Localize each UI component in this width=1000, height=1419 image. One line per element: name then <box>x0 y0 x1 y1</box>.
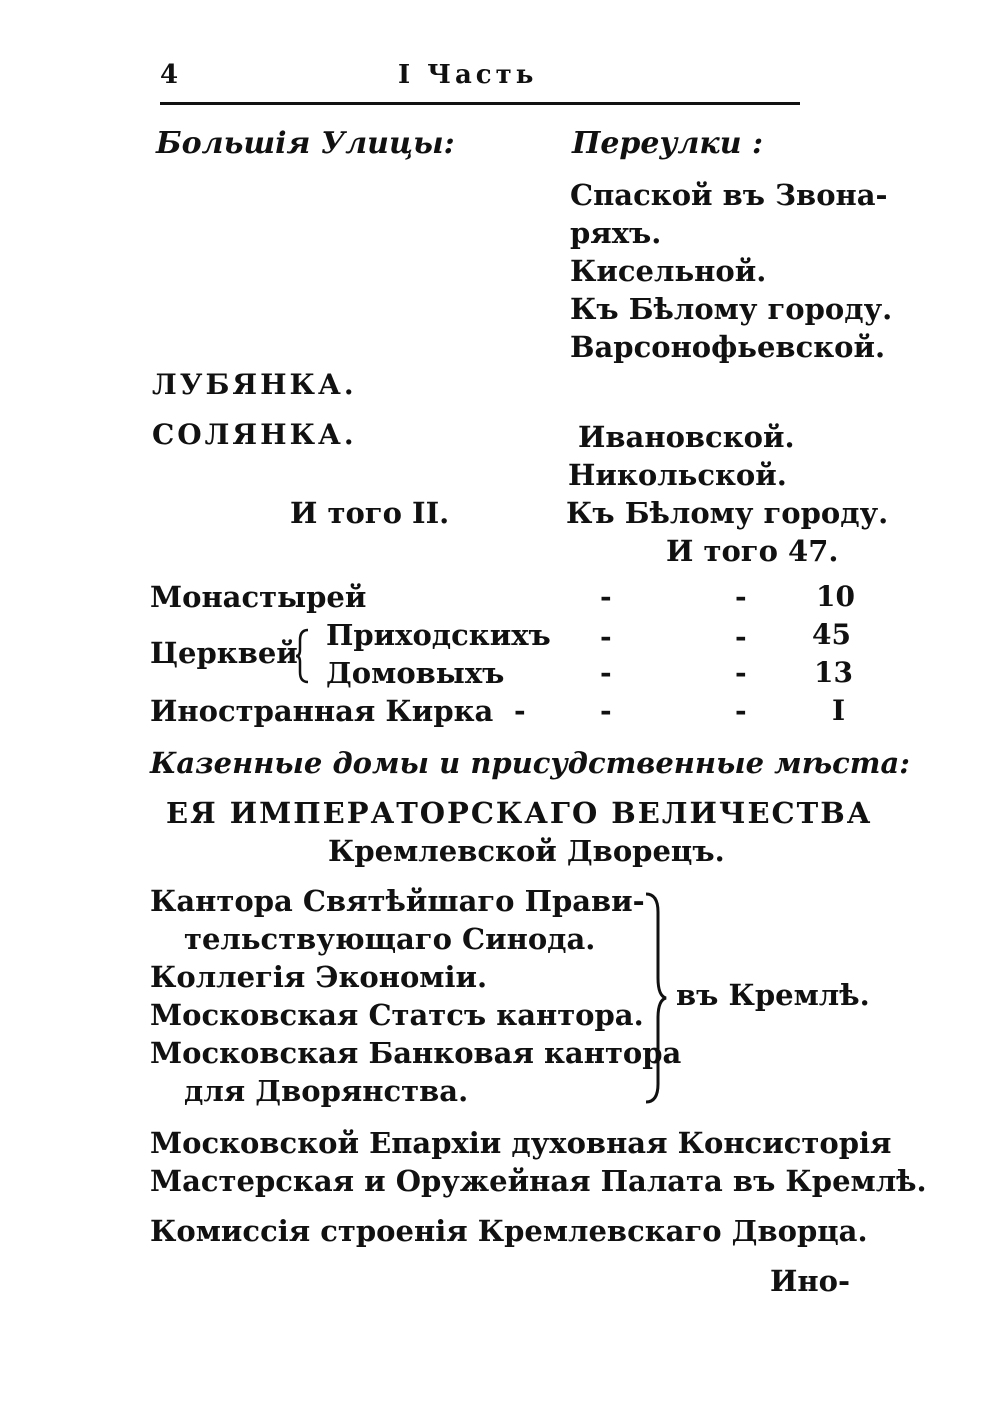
kremlin-item: тельствующаго Синода. <box>184 922 596 956</box>
dash: - <box>600 580 612 613</box>
lane-item: ряхъ. <box>570 216 662 250</box>
page-number: 4 <box>160 60 183 90</box>
dash: - <box>735 656 747 689</box>
majesty-line: ЕЯ ИМПЕРАТОРСКАГО ВЕЛИЧЕСТВА <box>166 796 873 830</box>
house-count: 13 <box>814 656 853 689</box>
kremlin-item: Кантора Святѣйшаго Прави- <box>150 884 645 918</box>
lanes-total: И того 47. <box>666 534 839 568</box>
churches-brace <box>294 626 314 686</box>
lane-item: Кисельной. <box>570 254 767 288</box>
lane-item: Спаской въ Звона- <box>570 178 888 212</box>
dash: - <box>600 656 612 689</box>
kremlin-item: Московская Статсъ кантора. <box>150 998 644 1032</box>
bottom-line: Московской Епархіи духовная Консисторія <box>150 1126 892 1160</box>
dash: - <box>735 580 747 613</box>
kremlin-item: Коллегія Экономіи. <box>150 960 488 994</box>
monasteries-label: Монастырей <box>150 580 367 614</box>
dash: - <box>600 620 612 653</box>
street-item: ЛУБЯНКА. <box>152 368 357 401</box>
catchword: Ино- <box>770 1264 851 1298</box>
header-rule <box>160 102 800 105</box>
dash: - <box>514 694 526 727</box>
kirk-count: I <box>832 694 846 727</box>
streets-total: И того II. <box>290 496 450 530</box>
churches-label: Церквей <box>150 636 298 670</box>
kremlin-label: въ Кремлѣ. <box>676 978 870 1012</box>
lane-item: Къ Бѣлому городу. <box>566 496 889 530</box>
kremlin-item: Московская Банковая кантора <box>150 1036 682 1070</box>
kremlin-brace <box>640 888 670 1108</box>
lane-item: Варсонофьевской. <box>570 330 886 364</box>
section-heading: Казенные домы и присудственные мѣста: <box>150 746 910 780</box>
lane-item: Никольской. <box>568 458 787 492</box>
streets-heading: Большія Улицы: <box>156 126 455 161</box>
house-label: Домовыхъ <box>326 656 505 690</box>
dash: - <box>735 620 747 653</box>
parish-label: Приходскихъ <box>326 618 551 652</box>
lane-item: Ивановской. <box>578 420 795 454</box>
running-title: I Часть <box>398 60 538 90</box>
street-item: СОЛЯНКА. <box>152 418 357 451</box>
lanes-heading: Переулки : <box>572 126 764 161</box>
palace-line: Кремлевской Дворецъ. <box>328 834 725 868</box>
dash: - <box>600 694 612 727</box>
kirk-label: Иностранная Кирка <box>150 694 494 728</box>
dash: - <box>735 694 747 727</box>
lane-item: Къ Бѣлому городу. <box>570 292 893 326</box>
bottom-line: Комиссія строенія Кремлевскаго Дворца. <box>150 1214 868 1248</box>
bottom-line: Мастерская и Оружейная Палата въ Кремлѣ. <box>150 1164 927 1198</box>
kremlin-item: для Дворянства. <box>184 1074 469 1108</box>
parish-count: 45 <box>812 618 851 651</box>
monasteries-count: 10 <box>816 580 855 613</box>
